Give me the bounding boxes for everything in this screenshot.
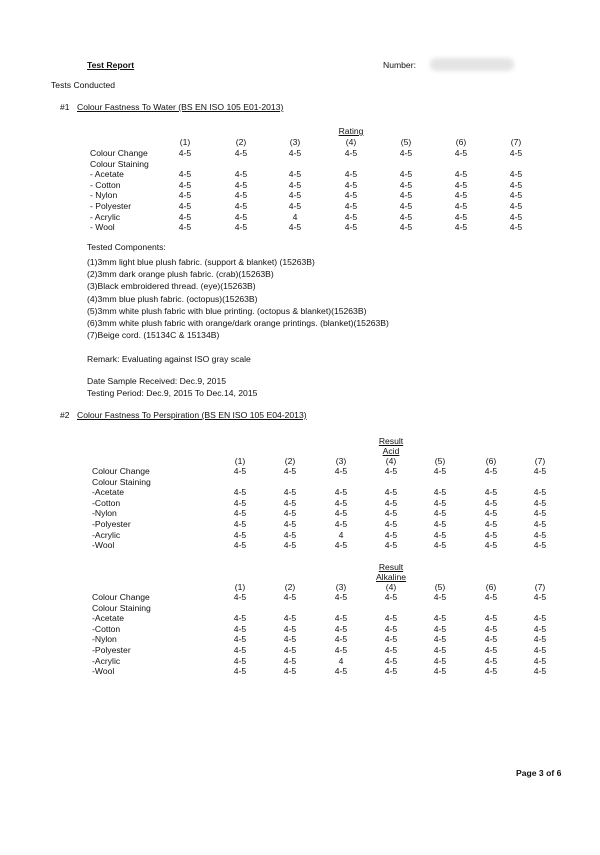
section1-col-header: (4) (345, 137, 357, 147)
component-item: (6)3mm white plush fabric with orange/dark orange printings. (blanket)(15263B) (87, 318, 389, 328)
page-number: Page 3 of 6 (516, 768, 562, 778)
acid-row-label: Colour Staining (92, 476, 151, 487)
alkaline-cell: 4-5 (484, 592, 498, 602)
section1-cell: 4-5 (178, 211, 192, 222)
component-item: (4)3mm blue plush fabric. (octopus)(15263B) (87, 293, 258, 304)
section1-cell: 4-5 (288, 179, 302, 190)
acid-col-header: (7) (534, 456, 546, 466)
acid-row-label: -Nylon (92, 508, 117, 519)
alkaline-group-label: Alkaline (375, 572, 407, 582)
section1-cell: 4-5 (344, 179, 358, 190)
section1-cell: 4-5 (399, 211, 413, 222)
alkaline-cell: 4-5 (283, 613, 297, 624)
alkaline-cell: 4-5 (433, 645, 447, 655)
acid-col-header: (5) (434, 456, 446, 466)
alkaline-cell: 4-5 (533, 645, 547, 655)
section1-cell: 4-5 (344, 201, 358, 211)
acid-result-label: Result (378, 436, 404, 446)
acid-col-header: (1) (234, 456, 246, 466)
acid-col-header: (6) (485, 456, 497, 466)
alkaline-cell: 4-5 (533, 613, 547, 624)
alkaline-cell: 4-5 (433, 666, 447, 677)
alkaline-cell: 4-5 (283, 655, 297, 666)
section1-cell: 4-5 (454, 169, 468, 180)
alkaline-cell: 4-5 (334, 613, 348, 624)
component-item: (1)3mm light blue plush fabric. (support & blanket) (15263B) (87, 257, 315, 267)
alkaline-cell: 4-5 (384, 634, 398, 645)
section1-cell: 4-5 (454, 148, 468, 158)
alkaline-cell: 4-5 (334, 634, 348, 645)
section1-cell: 4-5 (178, 201, 192, 211)
acid-cell: 4-5 (283, 529, 297, 540)
alkaline-cell: 4 (338, 655, 344, 666)
alkaline-cell: 4-5 (233, 666, 247, 677)
acid-cell: 4-5 (283, 519, 297, 529)
acid-row-label: -Acrylic (92, 529, 121, 540)
section1-cell: 4-5 (509, 148, 523, 158)
section1-cell: 4-5 (344, 169, 358, 180)
acid-cell: 4 (338, 529, 344, 540)
alkaline-cell: 4-5 (233, 655, 247, 666)
alkaline-row-label: Colour Staining (92, 602, 151, 613)
acid-cell: 4-5 (484, 529, 498, 540)
acid-cell: 4-5 (484, 497, 498, 508)
acid-cell: 4-5 (233, 508, 247, 519)
alkaline-cell: 4-5 (334, 592, 348, 602)
section1-cell: 4-5 (288, 222, 302, 233)
acid-cell: 4-5 (384, 466, 398, 476)
acid-cell: 4-5 (334, 508, 348, 519)
alkaline-cell: 4-5 (484, 666, 498, 677)
alkaline-cell: 4-5 (433, 592, 447, 602)
alkaline-cell: 4-5 (433, 623, 447, 634)
alkaline-cell: 4-5 (233, 613, 247, 624)
section1-cell: 4-5 (288, 201, 302, 211)
section1-cell: 4-5 (344, 148, 358, 158)
alkaline-cell: 4-5 (233, 592, 247, 602)
section1-cell: 4-5 (234, 169, 248, 180)
report-title: Test Report (87, 60, 135, 70)
acid-cell: 4-5 (533, 466, 547, 476)
alkaline-col-header: (7) (534, 582, 546, 592)
section1-cell: 4-5 (344, 190, 358, 201)
alkaline-cell: 4-5 (283, 592, 297, 602)
alkaline-cell: 4-5 (233, 634, 247, 645)
remark: Remark: Evaluating against ISO gray scale (87, 354, 251, 364)
testing-period: Testing Period: Dec.9, 2015 To Dec.14, 2015 (87, 388, 258, 398)
section1-cell: 4-5 (454, 190, 468, 201)
acid-cell: 4-5 (384, 508, 398, 519)
alkaline-cell: 4-5 (384, 613, 398, 624)
component-item: (2)3mm dark orange plush fabric. (crab)(15263B) (87, 269, 274, 280)
alkaline-cell: 4-5 (484, 613, 498, 624)
section1-col-header: (6) (455, 137, 467, 147)
alkaline-cell: 4-5 (484, 634, 498, 645)
alkaline-row-label: -Acrylic (92, 655, 121, 666)
section1-col-header: (3) (289, 137, 301, 147)
component-item: (5)3mm white plush fabric with blue printing. (octopus & blanket)(15263B) (87, 305, 367, 316)
section1-cell: 4-5 (454, 179, 468, 190)
acid-cell: 4-5 (384, 497, 398, 508)
alkaline-cell: 4-5 (533, 655, 547, 666)
section1-cell: 4-5 (399, 148, 413, 158)
section1-row-label: Colour Staining (90, 158, 149, 169)
acid-cell: 4-5 (433, 466, 447, 476)
acid-cell: 4-5 (233, 519, 247, 529)
acid-cell: 4-5 (533, 497, 547, 508)
acid-cell: 4-5 (233, 529, 247, 540)
alkaline-cell: 4-5 (533, 666, 547, 677)
section1-cell: 4-5 (178, 169, 192, 180)
alkaline-row-label: -Polyester (92, 645, 131, 655)
alkaline-cell: 4-5 (484, 645, 498, 655)
acid-cell: 4-5 (533, 508, 547, 519)
alkaline-col-header: (2) (284, 582, 296, 592)
section1-cell: 4-5 (509, 179, 523, 190)
section1-col-header: (7) (510, 137, 522, 147)
section1-row-label: - Acrylic (90, 211, 121, 222)
alkaline-row-label: -Nylon (92, 634, 117, 645)
alkaline-cell: 4-5 (233, 623, 247, 634)
acid-cell: 4-5 (484, 466, 498, 476)
section1-cell: 4-5 (509, 190, 523, 201)
acid-cell: 4-5 (233, 466, 247, 476)
alkaline-row-label: Colour Change (92, 592, 150, 602)
acid-row-label: -Cotton (92, 497, 121, 508)
section1-cell: 4-5 (454, 211, 468, 222)
alkaline-cell: 4-5 (433, 613, 447, 624)
alkaline-result-label: Result (378, 562, 404, 572)
acid-cell: 4-5 (384, 529, 398, 540)
alkaline-cell: 4-5 (484, 623, 498, 634)
alkaline-cell: 4-5 (433, 655, 447, 666)
acid-cell: 4-5 (533, 519, 547, 529)
acid-cell: 4-5 (334, 519, 348, 529)
acid-row-label: -Wool (92, 540, 115, 551)
acid-cell: 4-5 (233, 497, 247, 508)
alkaline-col-header: (6) (485, 582, 497, 592)
alkaline-cell: 4-5 (384, 592, 398, 602)
acid-cell: 4-5 (334, 487, 348, 498)
alkaline-cell: 4-5 (334, 623, 348, 634)
section1-cell: 4-5 (178, 222, 192, 233)
section1-cell: 4-5 (399, 222, 413, 233)
acid-cell: 4-5 (484, 519, 498, 529)
acid-row-label: -Acetate (92, 487, 125, 498)
acid-cell: 4-5 (283, 540, 297, 551)
acid-cell: 4-5 (384, 487, 398, 498)
alkaline-cell: 4-5 (283, 645, 297, 655)
section1-cell: 4-5 (399, 201, 413, 211)
alkaline-col-header: (3) (335, 582, 347, 592)
acid-cell: 4-5 (533, 487, 547, 498)
section1-row-label: - Polyester (90, 201, 132, 211)
section1-cell: 4-5 (344, 222, 358, 233)
component-item: (7)Beige cord. (15134C & 15134B) (87, 330, 220, 341)
acid-cell: 4-5 (533, 540, 547, 551)
acid-cell: 4-5 (283, 466, 297, 476)
section1-cell: 4-5 (234, 190, 248, 201)
alkaline-cell: 4-5 (384, 645, 398, 655)
alkaline-cell: 4-5 (533, 592, 547, 602)
section1-title: Colour Fastness To Water (BS EN ISO 105 E01-2013) (77, 102, 284, 112)
alkaline-row-label: -Wool (92, 666, 115, 677)
alkaline-cell: 4-5 (334, 645, 348, 655)
acid-cell: 4-5 (484, 508, 498, 519)
section1-row-label: - Acetate (90, 169, 124, 180)
section1-cell: 4-5 (288, 190, 302, 201)
acid-cell: 4-5 (433, 540, 447, 551)
section1-cell: 4-5 (399, 169, 413, 180)
alkaline-row-label: -Acetate (92, 613, 125, 624)
components-title: Tested Components: (87, 242, 166, 252)
acid-cell: 4-5 (233, 540, 247, 551)
section1-cell: 4-5 (454, 201, 468, 211)
acid-cell: 4-5 (384, 540, 398, 551)
acid-cell: 4-5 (334, 497, 348, 508)
component-item: (3)Black embroidered thread. (eye)(15263B) (87, 281, 256, 292)
section1-col-header: (2) (235, 137, 247, 147)
acid-cell: 4-5 (433, 497, 447, 508)
acid-cell: 4-5 (433, 508, 447, 519)
acid-cell: 4-5 (334, 466, 348, 476)
acid-row-label: Colour Change (92, 466, 150, 476)
section1-col-header: (1) (179, 137, 191, 147)
section1-row-label: - Cotton (90, 179, 121, 190)
section1-cell: 4-5 (454, 222, 468, 233)
date-received: Date Sample Received: Dec.9, 2015 (87, 376, 227, 386)
section1-row-label: - Wool (90, 222, 115, 233)
section2-title: Colour Fastness To Perspiration (BS EN ISO 105 E04-2013) (77, 410, 307, 420)
section1-cell: 4-5 (234, 148, 248, 158)
alkaline-cell: 4-5 (384, 623, 398, 634)
section1-col-header: (5) (400, 137, 412, 147)
number-label: Number: (383, 60, 416, 70)
alkaline-cell: 4-5 (283, 634, 297, 645)
section1-cell: 4-5 (509, 169, 523, 180)
alkaline-cell: 4-5 (384, 655, 398, 666)
acid-cell: 4-5 (484, 540, 498, 551)
alkaline-cell: 4-5 (384, 666, 398, 677)
section1-row-label: Colour Change (90, 148, 148, 158)
acid-cell: 4-5 (334, 540, 348, 551)
acid-cell: 4-5 (433, 487, 447, 498)
section1-cell: 4-5 (399, 179, 413, 190)
acid-group-label: Acid (382, 446, 400, 456)
acid-col-header: (4) (385, 456, 397, 466)
section1-cell: 4-5 (509, 222, 523, 233)
acid-cell: 4-5 (283, 487, 297, 498)
section1-rating-label: Rating (338, 126, 364, 136)
section1-cell: 4-5 (234, 201, 248, 211)
alkaline-col-header: (5) (434, 582, 446, 592)
section1-cell: 4-5 (178, 148, 192, 158)
alkaline-cell: 4-5 (283, 623, 297, 634)
section1-cell: 4 (292, 211, 298, 222)
acid-cell: 4-5 (233, 487, 247, 498)
alkaline-cell: 4-5 (533, 634, 547, 645)
section1-cell: 4-5 (399, 190, 413, 201)
section1-cell: 4-5 (178, 179, 192, 190)
section1-cell: 4-5 (509, 211, 523, 222)
alkaline-cell: 4-5 (533, 623, 547, 634)
acid-row-label: -Polyester (92, 519, 131, 529)
alkaline-col-header: (4) (385, 582, 397, 592)
acid-col-header: (3) (335, 456, 347, 466)
section1-cell: 4-5 (178, 190, 192, 201)
alkaline-row-label: -Cotton (92, 623, 121, 634)
acid-cell: 4-5 (384, 519, 398, 529)
section1-cell: 4-5 (234, 222, 248, 233)
redacted-number (430, 58, 514, 71)
acid-cell: 4-5 (484, 487, 498, 498)
acid-cell: 4-5 (533, 529, 547, 540)
section1-cell: 4-5 (288, 148, 302, 158)
tests-conducted-label: Tests Conducted (51, 80, 116, 90)
acid-cell: 4-5 (283, 497, 297, 508)
acid-col-header: (2) (284, 456, 296, 466)
section1-cell: 4-5 (234, 211, 248, 222)
alkaline-cell: 4-5 (433, 634, 447, 645)
section2-number: #2 (60, 410, 70, 420)
acid-cell: 4-5 (433, 529, 447, 540)
section1-cell: 4-5 (288, 169, 302, 180)
alkaline-cell: 4-5 (334, 666, 348, 677)
section1-cell: 4-5 (509, 201, 523, 211)
alkaline-cell: 4-5 (283, 666, 297, 677)
section1-cell: 4-5 (344, 211, 358, 222)
acid-cell: 4-5 (433, 519, 447, 529)
section1-cell: 4-5 (234, 179, 248, 190)
alkaline-cell: 4-5 (484, 655, 498, 666)
alkaline-col-header: (1) (234, 582, 246, 592)
section1-number: #1 (60, 102, 70, 112)
alkaline-cell: 4-5 (233, 645, 247, 655)
acid-cell: 4-5 (283, 508, 297, 519)
section1-row-label: - Nylon (90, 190, 118, 201)
